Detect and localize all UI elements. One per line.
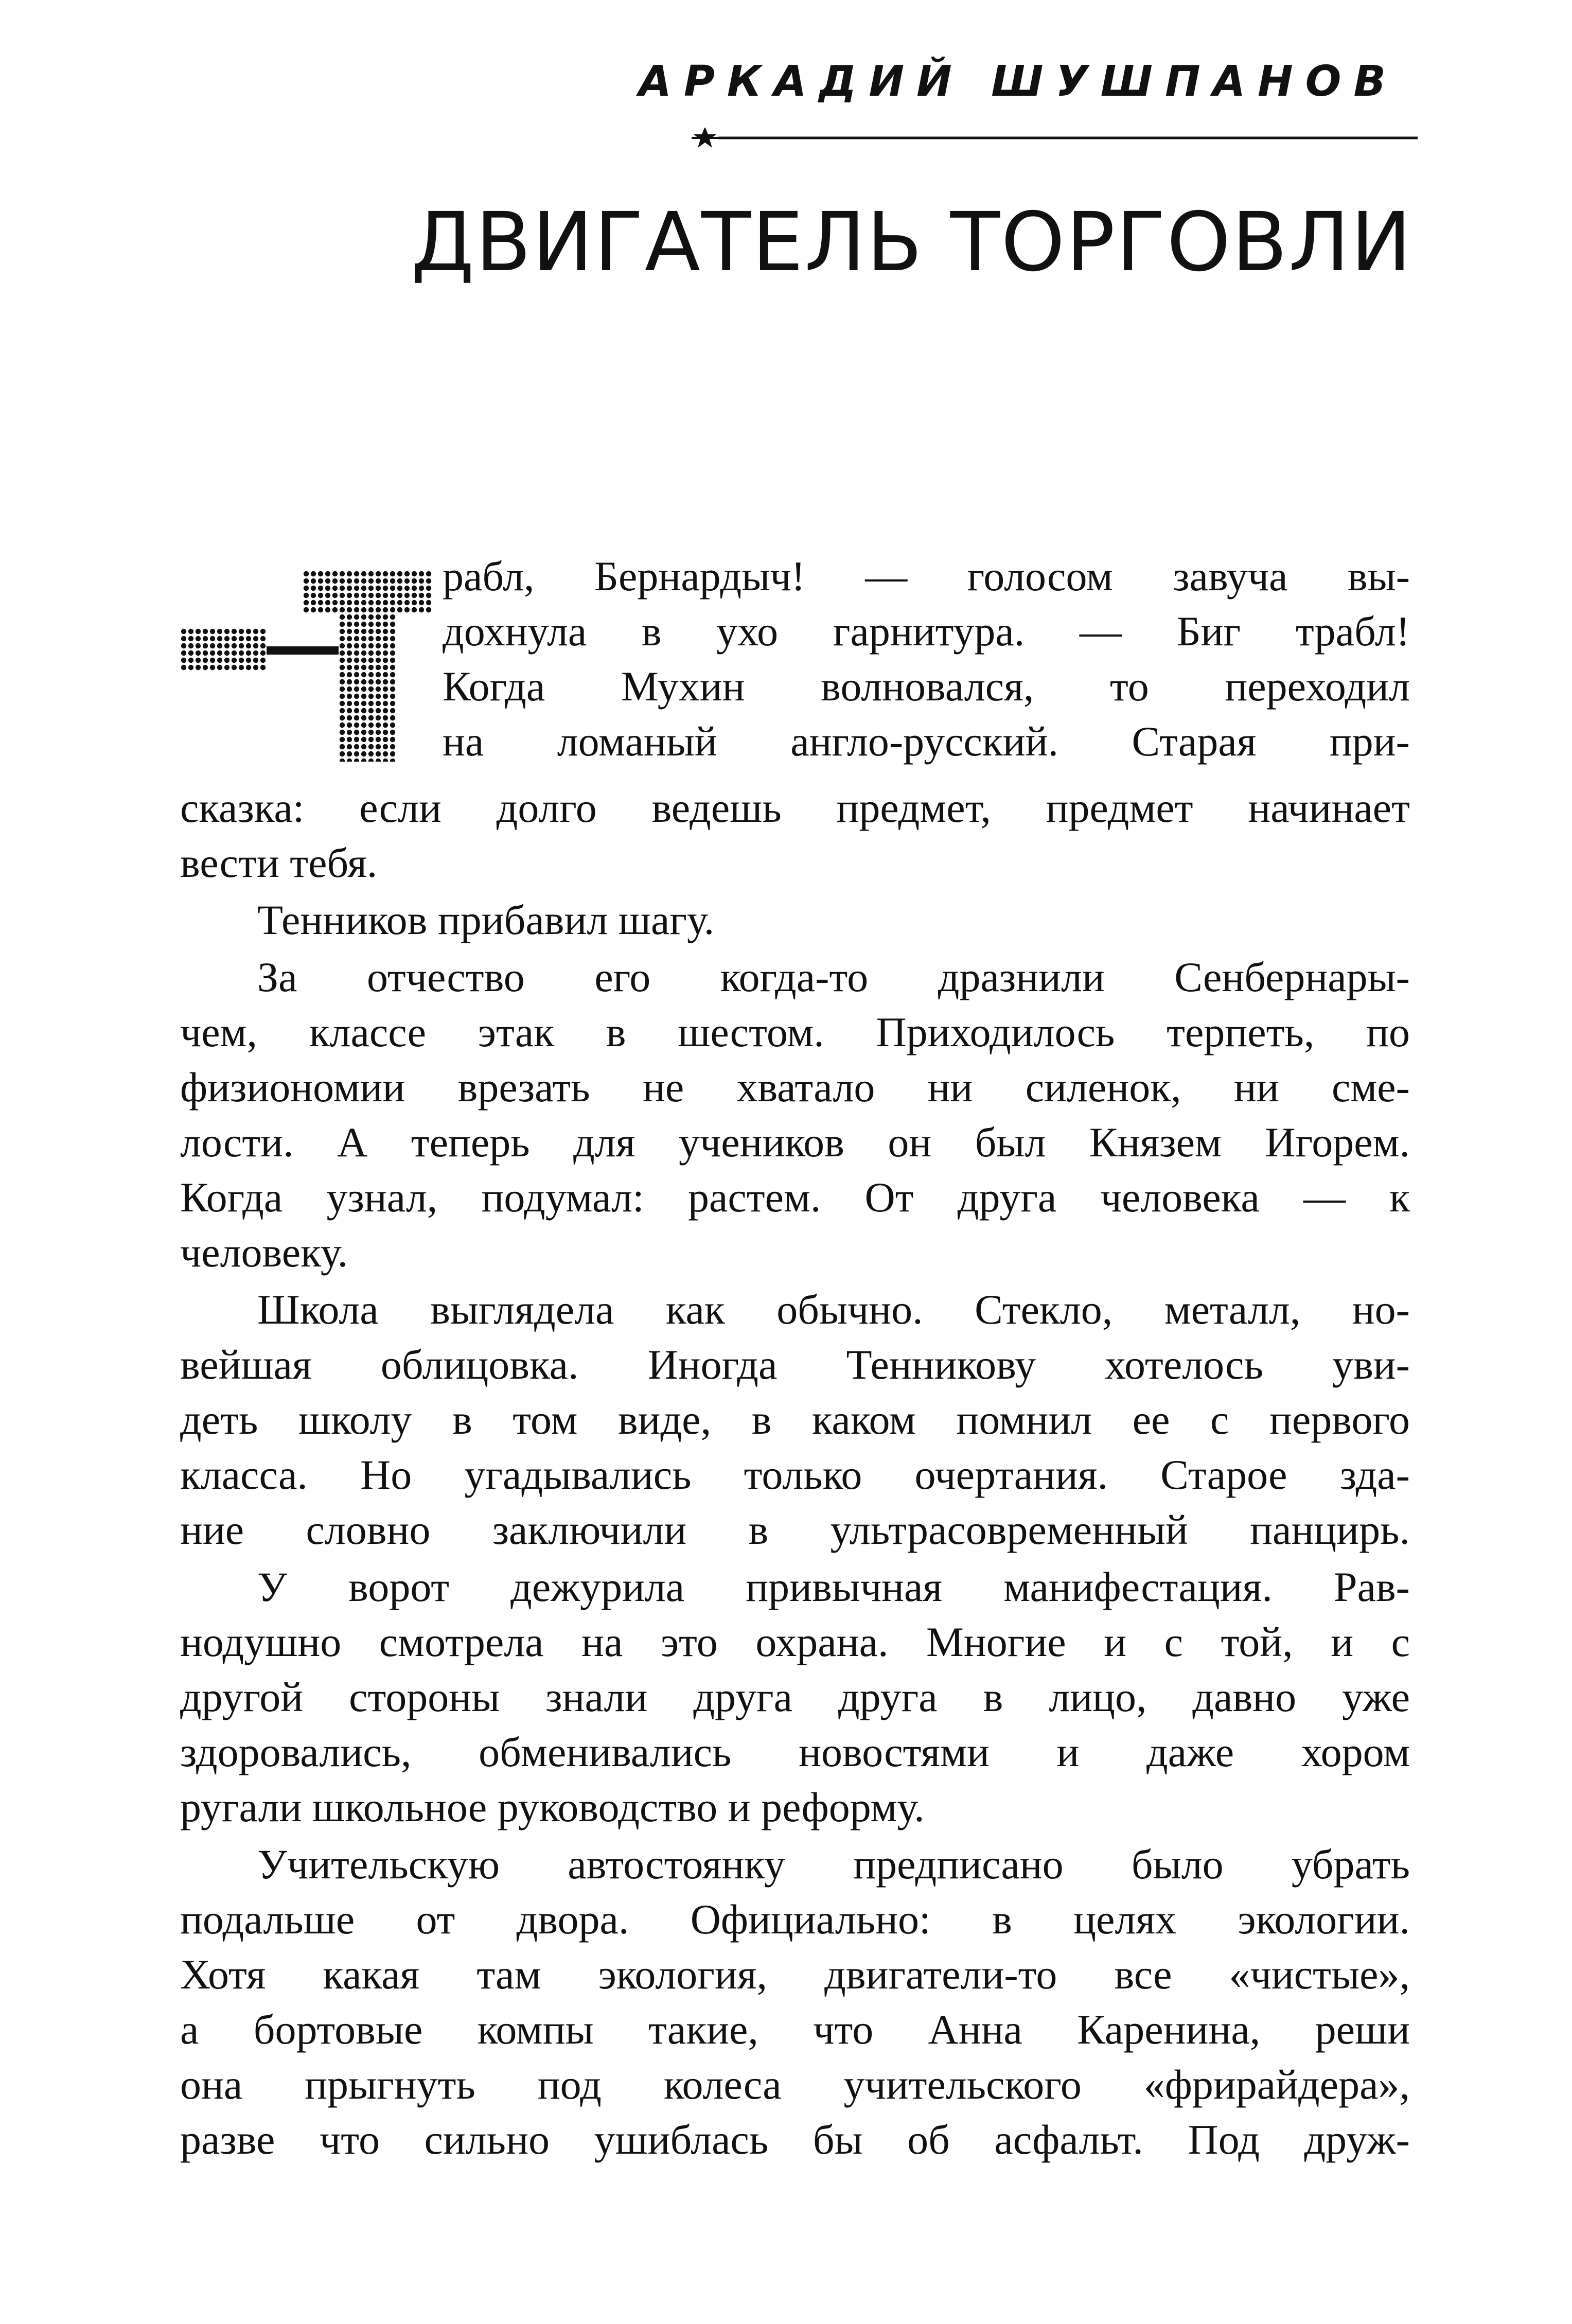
- text-line: класса. Но угадывались только очертания. Старое зда-: [180, 1451, 1410, 1498]
- text-line: здоровались, обменивались новостями и даже хором: [180, 1729, 1410, 1775]
- text-line: подальше от двора. Официально: в целях экологии.: [180, 1896, 1410, 1943]
- paragraph-3: [180, 949, 1410, 1280]
- text-line: нодушно смотрела на это охрана. Многие и с той, и с: [180, 1618, 1410, 1665]
- header-rule-with-star: [690, 128, 1418, 148]
- text-line: За отчество его когда-то дразнили Сенбернары-: [257, 954, 1410, 1000]
- text-line: на ломаный англо-русский. Старая при-: [443, 718, 1410, 765]
- paragraph-1: [180, 780, 1410, 890]
- text-line: дохнула в ухо гарнитура. — Биг трабл!: [443, 608, 1410, 655]
- paragraph-5: [180, 1559, 1410, 1835]
- text-line: Когда Мухин волновался, то переходил: [443, 663, 1410, 710]
- text-line: сказка: если долго ведешь предмет, предмет начинает: [180, 784, 1410, 831]
- text-line: Тенников прибавил шагу.: [257, 896, 715, 943]
- text-line: вейшая облицовка. Иногда Тенникову хотелось уви-: [180, 1341, 1410, 1388]
- text-line: физиономии врезать не хватало ни силенок, ни сме-: [180, 1064, 1410, 1111]
- text-line: деть школу в том виде, в каком помнил ее с первого: [180, 1396, 1410, 1443]
- paragraph-6: [180, 1837, 1410, 2167]
- dotted-dropcap-letter-t: [180, 556, 448, 762]
- paragraph-4: [180, 1282, 1410, 1557]
- text-line: лости. А теперь для учеников он был Князем Игорем.: [180, 1119, 1410, 1166]
- text-line: вести тебя.: [180, 839, 378, 886]
- text-line: Хотя какая там экология, двигатели-то все «чистые»,: [180, 1951, 1410, 1998]
- text-line: Учительскую автостоянку предписано было убрать: [257, 1841, 1410, 1888]
- text-line: разве что сильно ушиблась бы об асфальт. Под друж-: [180, 2116, 1410, 2163]
- text-line: чем, классе этак в шестом. Приходилось терпеть, по: [180, 1009, 1410, 1055]
- body-text: [180, 780, 1410, 2167]
- text-line: Когда узнал, подумал: растем. От друга человека — к: [180, 1174, 1410, 1221]
- paragraph-2: [180, 892, 1410, 947]
- text-line: ругали школьное руководство и реформу.: [180, 1784, 925, 1830]
- star-ornament-icon: [692, 128, 718, 148]
- text-line: другой стороны знали друга друга в лицо, давно уже: [180, 1674, 1410, 1720]
- text-line: У ворот дежурила привычная манифестация. Рав-: [257, 1563, 1410, 1610]
- chapter-title: ДВИГАТЕЛЬ ТОРГОВЛИ: [411, 195, 1412, 290]
- text-line: Школа выглядела как обычно. Стекло, металл, но-: [257, 1286, 1410, 1333]
- text-line: ние словно заключили в ультрасовременный панцирь.: [180, 1506, 1410, 1553]
- text-line: человеку.: [180, 1229, 348, 1276]
- text-line: рабл, Бернардыч! — голосом завуча вы-: [443, 553, 1410, 600]
- author-name: АРКАДИЙ ШУШПАНОВ: [639, 57, 1398, 106]
- text-line: она прыгнуть под колеса учительского «фрирайдера»,: [180, 2061, 1410, 2108]
- text-line: а бортовые компы такие, что Анна Каренина, реши: [180, 2006, 1410, 2053]
